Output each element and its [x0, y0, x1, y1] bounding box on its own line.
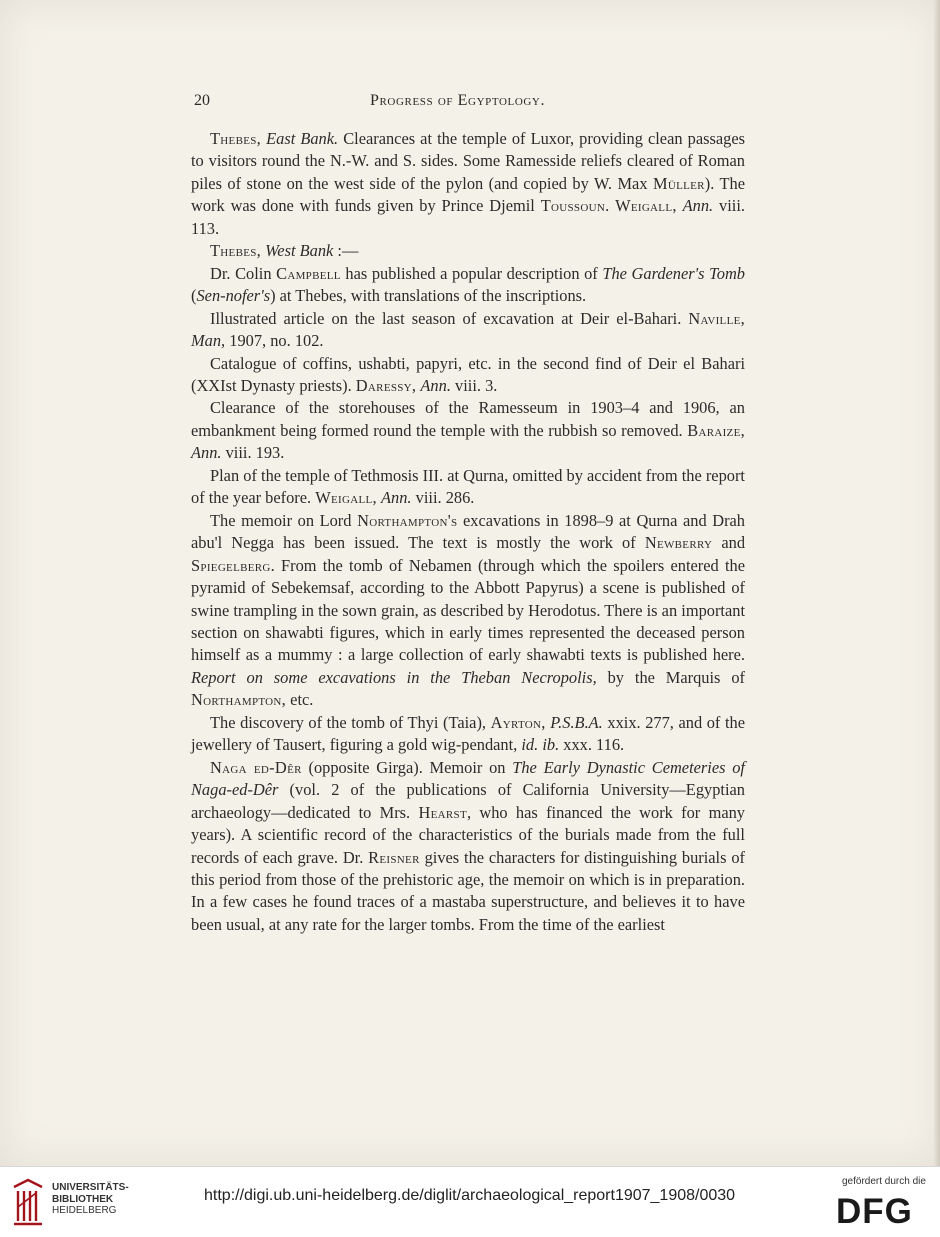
- text-run: ). The work was done with funds given by Prince Djemil: [191, 173, 745, 216]
- footer-bar: [0, 1166, 940, 1237]
- library-logo-icon: [10, 1177, 46, 1227]
- running-head: Progress of Egyptology.: [370, 92, 546, 109]
- library-line: UNIVERSITÄTS-: [52, 1182, 129, 1193]
- paragraph: [191, 712, 745, 757]
- text-run: Naville,: [688, 308, 745, 328]
- text-run: P.S.B.A.: [550, 712, 603, 732]
- text-run: etc.: [286, 690, 314, 710]
- text-run: Reisner: [368, 847, 420, 867]
- text-run: Naga ed-Dêr: [210, 757, 302, 777]
- text-run: viii. 3.: [450, 375, 498, 395]
- text-run: The Early Dynastic Cemeteries of Naga-ed-Dêr: [191, 757, 745, 800]
- text-run: (: [191, 286, 197, 306]
- text-run: gives the characters for distinguishing burials of this period from those of the prehistoric age, the memoir on which is in preparation. In a few cases he found traces of a mastaba superstructure, and believes it to have been usual, at any rate for the larger tombs. From the time of the earliest: [191, 847, 745, 934]
- page-number: 20: [194, 92, 210, 109]
- text-run: excavations in 1898–9 at Qurna and Drah abu'l Negga has been issued. The text is mostly the work of: [191, 510, 745, 553]
- paragraph: [191, 465, 745, 510]
- text-run: Spiegelberg: [191, 555, 271, 575]
- paragraph: [191, 510, 745, 712]
- paragraph: [191, 757, 745, 937]
- text-run: Thebes,: [210, 241, 262, 261]
- text-run: Hearst: [418, 802, 467, 822]
- text-run: Weigall,: [615, 196, 677, 216]
- text-run: Report on some excavations in the Theban Necropolis,: [191, 667, 597, 687]
- text-run: viii. 193.: [221, 443, 285, 463]
- text-run: Northampton's: [357, 510, 458, 530]
- text-run: Illustrated article on the last season of excavation at Deir el-Bahari.: [210, 308, 689, 328]
- text-run: Clearance of the storehouses of the Ramesseum in 1903–4 and 1906, an embankment being formed round the temple with the rubbish so removed.: [191, 398, 745, 440]
- text-run: id. ib.: [521, 735, 560, 755]
- text-run: Müller: [652, 173, 705, 193]
- text-run: :—: [333, 241, 359, 261]
- text-run: The memoir on Lord: [210, 510, 358, 530]
- text-run: viii. 113.: [191, 196, 745, 238]
- text-run: Dr. Colin: [210, 263, 277, 283]
- text-run: The discovery of the tomb of Thyi (Taia),: [210, 712, 491, 732]
- text-run: Man,: [191, 331, 226, 351]
- library-line: HEIDELBERG: [52, 1205, 117, 1216]
- text-run: Ann.: [682, 196, 714, 216]
- text-run: Toussoun: [540, 196, 606, 216]
- source-url-link[interactable]: http://digi.ub.uni-heidelberg.de/diglit/archaeological_report1907_1908/0030: [204, 1187, 736, 1204]
- text-run: xxix. 277, and of the jewellery of Tausert, figuring a gold wig-pendant,: [191, 712, 745, 755]
- paragraph: [191, 353, 745, 398]
- paragraph: [191, 308, 745, 353]
- text-run: xxx. 116.: [559, 735, 625, 755]
- library-line: BIBLIOTHEK: [52, 1193, 114, 1205]
- text-run: Thebes,: [210, 129, 262, 148]
- text-run: Baraize,: [687, 420, 745, 440]
- paragraph: [191, 397, 745, 464]
- page-header: [194, 92, 754, 116]
- text-run: East Bank.: [266, 129, 339, 148]
- text-run: Weigall,: [315, 488, 377, 508]
- body-text: [191, 128, 745, 936]
- paragraph: [191, 263, 745, 308]
- text-run: Daressy,: [355, 375, 417, 395]
- text-run: has published a popular description of: [340, 263, 603, 283]
- library-name: [52, 1182, 129, 1217]
- text-run: . From the tomb of Nebamen (through which the spoilers entered the pyramid of Sebekemsaf, according to the Abbott Papyrus) a scene is published of swine trampling in the sown grain, as described by Herodotus. There is an important section on shawabti figures, which in early times represented the deceased person himself as a mummy : a large collection of early shawabti texts is published here.: [191, 555, 745, 665]
- text-run: Plan of the temple of Tethmosis III. at Qurna, omitted by accident from the report of the year before.: [191, 465, 745, 508]
- text-run: Newberry: [644, 533, 713, 553]
- text-run: Ann.: [381, 488, 412, 508]
- text-run: Northampton,: [191, 690, 287, 710]
- dfg-logo: DFG: [836, 1192, 913, 1231]
- text-run: 1907, no. 102.: [225, 331, 324, 351]
- text-run: .: [605, 196, 616, 216]
- text-run: Ayrton,: [490, 712, 546, 732]
- paragraph: [191, 128, 745, 240]
- text-run: West Bank: [265, 241, 334, 261]
- page-edge: [934, 0, 940, 1166]
- text-run: The Gardener's Tomb: [602, 263, 745, 283]
- text-run: Ann.: [420, 375, 451, 395]
- text-run: Sen-nofer's: [196, 286, 271, 306]
- paragraph: [191, 240, 745, 262]
- text-run: (vol. 2 of the publications of California University—Egyptian archaeology—dedicated to Mrs.: [191, 780, 745, 822]
- text-run: and: [712, 533, 746, 553]
- text-run: Catalogue of coffins, ushabti, papyri, etc. in the second find of Deir el Bahari (XXIst Dynasty priests).: [191, 353, 745, 395]
- text-run: (opposite Girga). Memoir on: [301, 757, 513, 777]
- text-run: Clearances at the temple of Luxor, providing clean passages to visitors round the N.-W. and S. sides. Some Ramesside reliefs cleared of Roman piles of stone on the west side of the pylon (and copied by W. Max: [191, 129, 745, 193]
- funded-by-label: gefördert durch die: [842, 1176, 926, 1187]
- text-run: by the Marquis of: [596, 667, 745, 687]
- text-run: , who has financed the work for many years). A scientific record of the characteristics of the burials made from the full records of each grave. Dr.: [191, 802, 745, 867]
- text-run: viii. 286.: [411, 488, 475, 508]
- text-run: ) at Thebes, with translations of the inscriptions.: [270, 286, 587, 306]
- text-run: Ann.: [191, 443, 222, 463]
- text-run: Campbell: [276, 263, 341, 283]
